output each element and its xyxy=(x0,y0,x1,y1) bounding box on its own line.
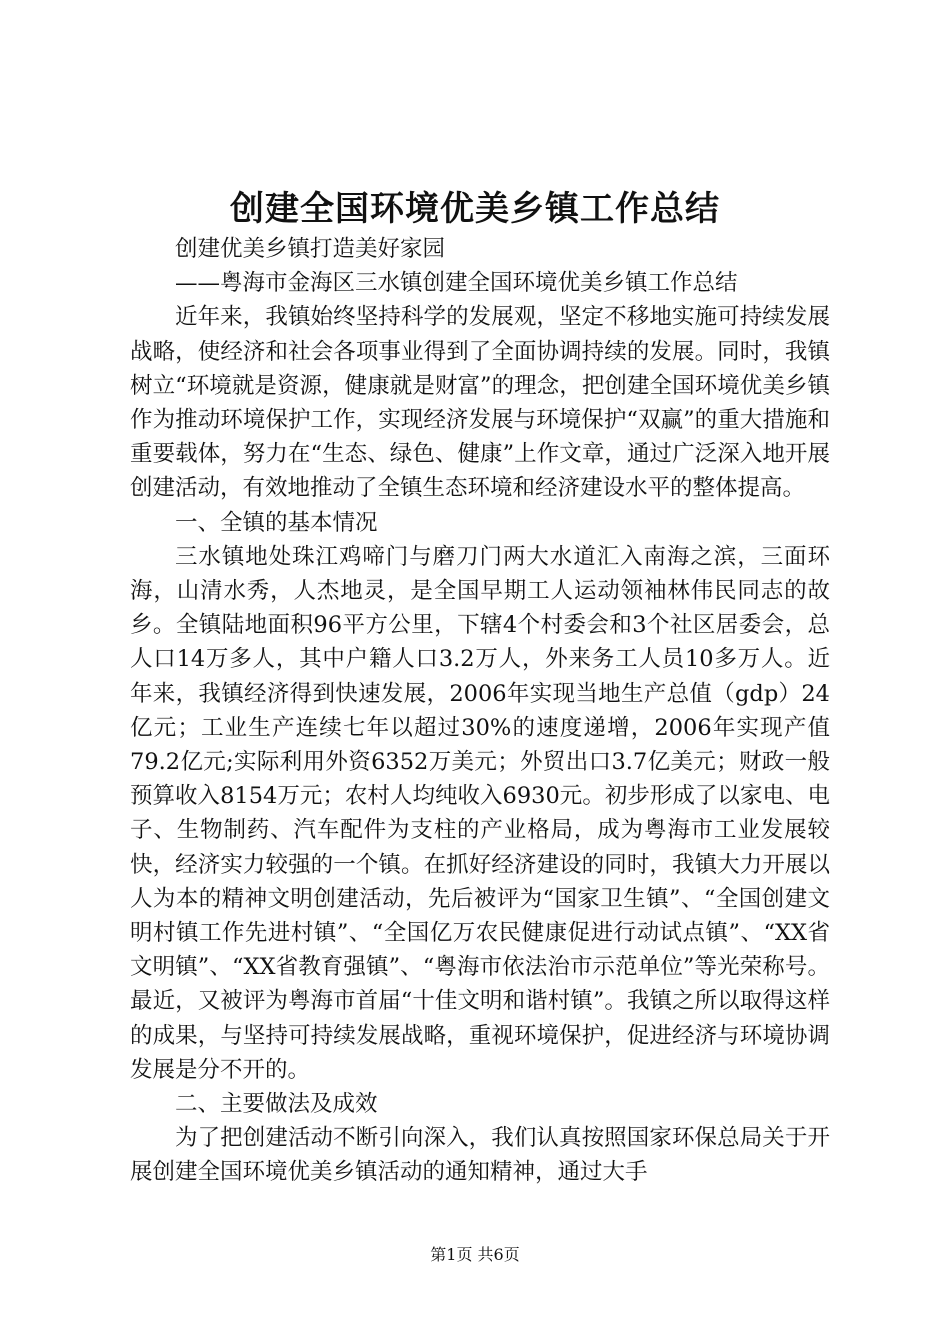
byline: ——粤海市金海区三水镇创建全国环境优美乡镇工作总结 xyxy=(175,270,738,297)
document-body xyxy=(130,232,830,1190)
document-title: 创建全国环境优美乡镇工作总结 xyxy=(230,189,720,229)
paragraph-basic-situation: 三水镇地处珠江鸡啼门与磨刀门两大水道汇入南海之滨，三面环海，山清水秀，人杰地灵，是全国早期工人运动领袖林伟民同志的故乡。全镇陆地面积96平方公里，下辖4个村委会和3个社区居委会，总人口14万多人，其中户籍人口3.2万人，外来务工人员10多万人。近年来，我镇经济得到快速发展，2006年实现当地生产总值（gdp）24亿元；工业生产连续七年以超过30%的速度递增，2006年实现产值79.2亿元;实际利用外资6352万美元；外贸出口3.7亿美元；财政一般预算收入8154万元；农村人均纯收入6930元。初步形成了以家电、电子、生物制药、汽车配件为支柱的产业格局，成为粤海市工业发展较快，经济实力较强的一个镇。在抓好经济建设的同时，我镇大力开展以人为本的精神文明创建活动，先后被评为“国家卫生镇”、“全国创建文明村镇工作先进村镇”、“全国亿万农民健康促进行动试点镇”、“XX省文明镇”、“XX省教育强镇”、“粤海市依法治市示范单位”等光荣称号。最近，又被评为粤海市首届“十佳文明和谐村镇”。我镇之所以取得这样的成果，与坚持可持续发展战略，重视环境保护，促进经济与环境协调发展是分不开的。 xyxy=(130,543,830,1083)
paragraph-main-measures: 为了把创建活动不断引向深入，我们认真按照国家环保总局关于开展创建全国环境优美乡镇活动的通知精神，通过大手 xyxy=(130,1125,830,1186)
paragraph-intro: 近年来，我镇始终坚持科学的发展观，坚定不移地实施可持续发展战略，使经济和社会各项事业得到了全面协调持续的发展。同时，我镇树立“环境就是资源，健康就是财富”的理念，把创建全国环境优美乡镇作为推动环境保护工作，实现经济发展与环境保护“双赢”的重大措施和重要载体，努力在“生态、绿色、健康”上作文章，通过广泛深入地开展创建活动，有效地推动了全镇生态环境和经济建设水平的整体提高。 xyxy=(130,304,830,502)
section-heading-2: 二、主要做法及成效 xyxy=(175,1091,378,1118)
subtitle: 创建优美乡镇打造美好家园 xyxy=(175,236,446,262)
section-heading-1: 一、全镇的基本情况 xyxy=(175,509,378,536)
page-number-footer: 第1页 共6页 xyxy=(430,1245,520,1264)
